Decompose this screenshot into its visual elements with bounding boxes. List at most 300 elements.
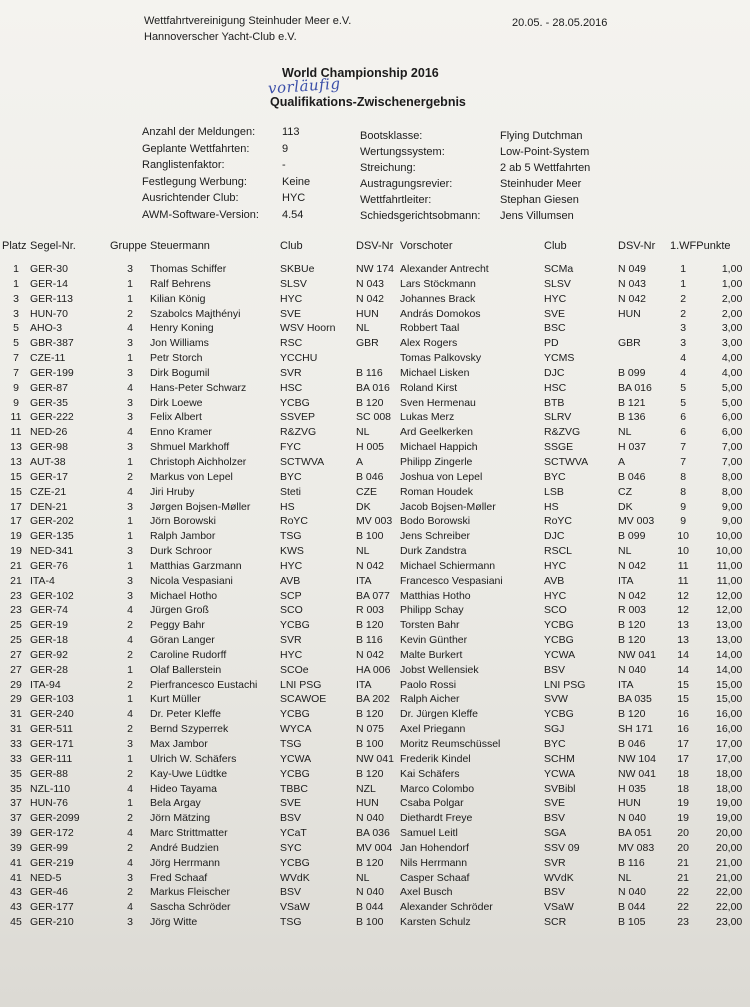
cell-crew: Samuel Leitl: [400, 827, 458, 840]
cell-helmsman: Kilian König: [150, 292, 206, 305]
cell-helm-dsv: N 040: [356, 886, 385, 899]
cell-group: 4: [127, 856, 133, 869]
cell-crew-dsv: DK: [618, 500, 633, 513]
cell-crew: Tomas Palkovsky: [400, 352, 482, 365]
cell-sail-number: GER-99: [30, 841, 68, 854]
cell-helmsman: Durk Schroor: [150, 545, 212, 558]
cell-helm-club: SCO: [280, 604, 303, 617]
cell-crew-club: VSaW: [544, 901, 574, 914]
cell-crew-club: SSV 09: [544, 841, 580, 854]
cell-group: 1: [127, 663, 133, 676]
cell-group: 3: [127, 500, 133, 513]
cell-helmsman: Pierfrancesco Eustachi: [150, 678, 258, 691]
cell-platz: 45: [10, 916, 22, 929]
cell-helm-dsv: N 042: [356, 292, 385, 305]
table-row: [2, 574, 742, 589]
cell-platz: 27: [10, 663, 22, 676]
cell-crew-dsv: [618, 321, 670, 336]
cell-helm-dsv: CZE: [356, 485, 377, 498]
cell-helm-dsv: B 100: [356, 530, 384, 543]
info-value: Keine: [282, 175, 311, 188]
cell-crew-dsv: B 120: [618, 619, 646, 632]
info-label: Geplante Wettfahrten:: [142, 142, 250, 155]
cell-points: 23,00: [716, 916, 743, 929]
cell-sail-number: GER-219: [30, 856, 74, 869]
cell-helmsman: Enno Kramer: [150, 426, 212, 439]
cell-sail-number: GER-76: [30, 559, 68, 572]
cell-helmsman: Jon Williams: [150, 337, 209, 350]
cell-helmsman: Hideo Tayama: [150, 782, 217, 795]
cell-points: 10,00: [716, 530, 743, 543]
cell-platz: 33: [10, 752, 22, 765]
column-header-helm-dsv: DSV-Nr: [356, 240, 394, 252]
table-row: [2, 559, 742, 574]
table-row: [2, 663, 742, 678]
cell-sail-number: CZE-21: [30, 485, 67, 498]
cell-platz: 19: [10, 530, 22, 543]
cell-crew-club: DJC: [544, 530, 565, 543]
cell-helm-dsv: ITA: [356, 574, 372, 587]
cell-points: 18,00: [716, 782, 743, 795]
cell-helmsman: Ralf Behrens: [150, 277, 211, 290]
cell-sail-number: HUN-76: [30, 797, 68, 810]
cell-points: 12,00: [716, 604, 743, 617]
cell-helm-dsv: N 042: [356, 648, 385, 661]
cell-crew-club: RSCL: [544, 545, 573, 558]
cell-group: 3: [127, 366, 133, 379]
cell-helmsman: Jørgen Bojsen-Møller: [150, 500, 251, 513]
cell-group: 2: [127, 307, 133, 320]
cell-sail-number: NED-26: [30, 426, 68, 439]
cell-crew-club: YCBG: [544, 634, 574, 647]
cell-helmsman: Kay-Uwe Lüdtke: [150, 767, 228, 780]
cell-helm-dsv: NL: [356, 426, 370, 439]
cell-helmsman: Markus von Lepel: [150, 470, 233, 483]
cell-race-1: 3: [680, 337, 687, 350]
cell-crew: Sven Hermenau: [400, 396, 476, 409]
cell-crew-dsv: NW 104: [618, 752, 656, 765]
cell-crew: Roland Kirst: [400, 381, 458, 394]
cell-crew-club: YCBG: [544, 619, 574, 632]
cell-platz: 19: [10, 545, 22, 558]
info-value: Jens Villumsen: [500, 210, 574, 222]
info-label: AWM-Software-Version:: [142, 208, 259, 221]
cell-race-1: 10: [677, 530, 689, 543]
cell-platz: 31: [10, 723, 22, 736]
cell-crew-dsv: R 003: [618, 604, 647, 617]
cell-platz: 39: [10, 827, 22, 840]
cell-race-1: 4: [680, 352, 687, 365]
cell-crew-dsv: B 121: [618, 396, 646, 409]
cell-sail-number: NZL-110: [30, 782, 71, 795]
info-value: HYC: [282, 192, 306, 204]
cell-sail-number: GER-87: [30, 381, 68, 394]
cell-crew-dsv: B 044: [618, 901, 646, 914]
cell-helmsman: Hans-Peter Schwarz: [150, 381, 247, 394]
cell-helmsman: Peggy Bahr: [150, 619, 205, 632]
cell-points: 10,00: [716, 545, 743, 558]
cell-platz: 21: [10, 559, 22, 572]
cell-race-1: 19: [677, 797, 689, 810]
cell-platz: 29: [10, 678, 22, 691]
cell-helm-dsv: NW 041: [356, 752, 394, 765]
cell-helm-dsv: B 120: [356, 619, 384, 632]
cell-group: 3: [127, 871, 133, 884]
cell-race-1: 4: [680, 366, 687, 379]
cell-helm-dsv: B 100: [356, 738, 384, 750]
cell-crew: Bodo Borowski: [400, 515, 471, 528]
cell-crew-club: HYC: [544, 292, 567, 305]
cell-crew: Ard Geelkerken: [400, 426, 473, 439]
cell-race-1: 11: [677, 559, 689, 572]
cell-crew: Nils Herrmann: [400, 856, 468, 869]
cell-race-1: 9: [680, 500, 687, 513]
page-subtitle: Qualifikations-Zwischenergebnis: [270, 95, 466, 109]
cell-crew: Ralph Aicher: [400, 693, 460, 706]
cell-crew-dsv: ITA: [618, 678, 634, 691]
cell-helm-club: RSC: [280, 337, 303, 350]
cell-crew-club: HYC: [544, 559, 567, 572]
cell-helmsman: Bernd Szyperrek: [150, 723, 229, 736]
cell-points: 20,00: [716, 827, 743, 840]
table-row: [2, 440, 742, 455]
cell-helmsman: Sascha Schröder: [150, 901, 231, 914]
cell-points: 6,00: [721, 411, 743, 424]
cell-group: 2: [127, 841, 133, 854]
cell-group: 2: [127, 886, 133, 899]
cell-helm-dsv: B 044: [356, 901, 384, 914]
cell-crew-club: SGJ: [544, 723, 565, 736]
cell-crew-dsv: NL: [618, 871, 632, 884]
cell-points: 6,00: [721, 426, 743, 439]
cell-platz: 7: [13, 352, 19, 365]
cell-helm-club: TSG: [280, 738, 302, 750]
cell-helm-club: TSG: [280, 530, 302, 543]
cell-group: 3: [127, 411, 133, 424]
cell-group: 4: [127, 485, 133, 498]
cell-points: 2,00: [721, 292, 743, 305]
cell-crew: Matthias Hotho: [400, 589, 471, 602]
cell-crew-dsv: N 042: [618, 589, 647, 602]
cell-sail-number: AUT-38: [30, 455, 66, 468]
cell-platz: 39: [10, 841, 22, 854]
cell-points: 3,00: [721, 322, 743, 335]
cell-crew: Joshua von Lepel: [400, 470, 483, 483]
cell-helm-dsv: N 043: [356, 277, 385, 290]
cell-crew: Paolo Rossi: [400, 678, 457, 691]
cell-crew-dsv: HUN: [618, 797, 641, 810]
cell-helm-dsv: BA 202: [356, 693, 390, 706]
cell-group: 1: [127, 530, 133, 543]
cell-helm-dsv: BA 016: [356, 381, 390, 394]
table-row: [2, 915, 742, 930]
cell-helm-dsv: NZL: [356, 782, 376, 795]
cell-helm-dsv: GBR: [356, 337, 379, 350]
cell-helmsman: Matthias Garzmann: [150, 559, 242, 572]
cell-crew: Kevin Günther: [400, 634, 468, 647]
table-row: [2, 618, 742, 633]
cell-helmsman: Christoph Aichholzer: [150, 455, 247, 468]
cell-race-1: 22: [677, 886, 689, 899]
cell-helm-dsv: B 120: [356, 708, 384, 721]
cell-points: 8,00: [721, 470, 743, 483]
cell-group: 1: [127, 752, 133, 765]
cell-helmsman: André Budzien: [150, 841, 219, 854]
table-row: [2, 900, 742, 915]
cell-helm-club: R&ZVG: [280, 426, 317, 439]
cell-platz: 37: [10, 797, 22, 810]
cell-crew-dsv: B 120: [618, 708, 646, 721]
table-row: [2, 470, 742, 485]
cell-helm-club: SVE: [280, 307, 302, 320]
table-row: [2, 856, 742, 871]
cell-crew-dsv: NL: [618, 545, 632, 558]
info-label: Schiedsgerichtsobmann:: [360, 210, 481, 222]
cell-group: 3: [127, 441, 133, 454]
cell-group: 3: [127, 396, 133, 409]
cell-points: 1,00: [721, 277, 743, 290]
cell-group: 4: [127, 708, 133, 721]
cell-crew-club: SVR: [544, 856, 566, 869]
cell-helm-club: KWS: [280, 545, 304, 558]
cell-helm-dsv: B 116: [356, 634, 383, 647]
table-row: [2, 782, 742, 797]
cell-crew-dsv: N 043: [618, 277, 647, 290]
cell-race-1: 2: [680, 307, 687, 320]
cell-platz: 15: [10, 470, 22, 483]
cell-crew: Kai Schäfers: [400, 767, 460, 780]
cell-crew-club: BSV: [544, 812, 566, 825]
cell-helm-dsv: B 100: [356, 916, 384, 929]
cell-crew-club: SVBibl: [544, 782, 576, 795]
cell-points: 21,00: [716, 871, 743, 884]
cell-group: 2: [127, 470, 133, 483]
cell-platz: 43: [10, 886, 22, 899]
table-row: [2, 589, 742, 604]
cell-crew: Durk Zandstra: [400, 545, 467, 558]
cell-helmsman: Michael Hotho: [150, 589, 218, 602]
info-label: Ausrichtender Club:: [142, 192, 239, 204]
cell-race-1: 23: [677, 916, 689, 929]
cell-platz: 23: [10, 589, 22, 602]
table-row: [2, 514, 742, 529]
info-value: 4.54: [282, 208, 304, 221]
cell-sail-number: GER-28: [30, 663, 68, 676]
cell-helm-dsv: HUN: [356, 797, 379, 810]
cell-sail-number: GER-172: [30, 827, 74, 840]
cell-helm-club: BSV: [280, 886, 302, 899]
cell-sail-number: NED-341: [30, 545, 74, 558]
cell-race-1: 20: [677, 827, 689, 840]
cell-crew: Philipp Schay: [400, 604, 464, 617]
cell-sail-number: GER-98: [30, 441, 68, 454]
cell-crew-club: SLRV: [544, 411, 572, 424]
cell-platz: 21: [10, 574, 22, 587]
cell-platz: 1: [13, 277, 19, 290]
cell-points: 21,00: [716, 856, 743, 869]
cell-points: 17,00: [716, 738, 743, 750]
cell-helm-club: SYC: [280, 841, 302, 854]
cell-helm-dsv: NL: [356, 871, 370, 884]
cell-helmsman: Olaf Ballerstein: [150, 663, 222, 676]
cell-helm-dsv: BA 077: [356, 589, 390, 602]
cell-helm-dsv: NW 174: [356, 263, 394, 275]
cell-crew: Roman Houdek: [400, 485, 473, 498]
cell-crew-dsv: SH 171: [618, 723, 654, 736]
cell-crew-dsv: H 035: [618, 782, 647, 795]
cell-group: 3: [127, 916, 133, 929]
cell-group: 1: [127, 559, 133, 572]
cell-platz: 33: [10, 738, 22, 750]
cell-helm-dsv: MV 004: [356, 841, 393, 854]
table-row: [2, 678, 742, 693]
cell-race-1: 11: [677, 574, 689, 587]
table-row: [2, 752, 742, 767]
cell-race-1: 21: [677, 871, 689, 884]
cell-race-1: 5: [680, 396, 687, 409]
cell-helmsman: Ralph Jambor: [150, 530, 216, 543]
cell-race-1: 21: [677, 856, 689, 869]
results-table: [2, 240, 742, 930]
cell-crew-club: HS: [544, 500, 559, 513]
cell-helm-dsv: BA 036: [356, 827, 390, 840]
cell-points: 18,00: [716, 767, 743, 780]
cell-platz: 35: [10, 767, 22, 780]
cell-sail-number: GER-202: [30, 515, 74, 528]
cell-helm-dsv: HUN: [356, 307, 379, 320]
cell-group: 1: [127, 292, 133, 305]
cell-points: 16,00: [716, 723, 743, 736]
table-row: [2, 262, 742, 277]
cell-helmsman: Jiri Hruby: [150, 485, 195, 498]
cell-crew: Jacob Bojsen-Møller: [400, 500, 496, 513]
cell-points: 17,00: [716, 752, 743, 765]
cell-helmsman: Max Jambor: [150, 738, 208, 750]
cell-crew: Alexander Antrecht: [400, 263, 489, 275]
cell-group: 2: [127, 678, 133, 691]
cell-race-1: 6: [680, 426, 687, 439]
cell-helm-dsv: B 120: [356, 856, 384, 869]
cell-crew: Jan Hohendorf: [400, 841, 469, 854]
cell-crew-club: HSC: [544, 381, 567, 394]
cell-sail-number: GER-19: [30, 619, 68, 632]
table-row: [2, 485, 742, 500]
cell-crew-club: SCO: [544, 604, 567, 617]
organizer-line-1: Wettfahrtvereinigung Steinhuder Meer e.V.: [144, 15, 352, 27]
cell-crew-club: SLSV: [544, 277, 571, 290]
table-row: [2, 500, 742, 515]
info-value: -: [282, 159, 286, 171]
cell-platz: 41: [10, 856, 22, 869]
cell-crew-club: WVdK: [544, 871, 574, 884]
cell-crew-dsv: N 042: [618, 559, 647, 572]
cell-helm-dsv: SC 008: [356, 411, 392, 424]
cell-platz: 9: [13, 381, 19, 394]
cell-platz: 11: [10, 426, 22, 439]
cell-group: 1: [127, 515, 133, 528]
cell-helmsman: Kurt Müller: [150, 693, 201, 706]
cell-crew: Moritz Reumschüssel: [400, 738, 501, 750]
table-row: [2, 307, 742, 322]
cell-crew-club: YCBG: [544, 708, 574, 721]
table-row: [2, 722, 742, 737]
info-label: Festlegung Werbung:: [142, 175, 247, 188]
cell-race-1: 3: [680, 322, 687, 335]
cell-points: 15,00: [716, 678, 743, 691]
cell-crew: Michael Schiermann: [400, 559, 496, 572]
cell-helmsman: Jörn Borowski: [150, 515, 216, 528]
cell-group: 1: [127, 693, 133, 706]
cell-platz: 35: [10, 782, 22, 795]
cell-helm-club: SVE: [280, 797, 302, 810]
cell-helm-club: YCBG: [280, 856, 310, 869]
cell-platz: 5: [13, 322, 19, 335]
cell-race-1: 16: [677, 723, 689, 736]
cell-points: 9,00: [721, 500, 743, 513]
table-row: [2, 603, 742, 618]
cell-crew-dsv: MV 083: [618, 841, 655, 854]
cell-points: 11,00: [716, 574, 743, 587]
cell-sail-number: HUN-70: [30, 307, 68, 320]
cell-helm-dsv: N 042: [356, 559, 385, 572]
table-row: [2, 826, 742, 841]
cell-group: 3: [127, 545, 133, 558]
table-header-row: [2, 240, 742, 262]
cell-race-1: 1: [680, 263, 687, 275]
cell-race-1: 17: [677, 738, 689, 750]
table-row: [2, 796, 742, 811]
table-row: [2, 277, 742, 292]
cell-group: 3: [127, 589, 133, 602]
column-header-crew-club: Club: [544, 240, 567, 252]
table-row: [2, 692, 742, 707]
cell-group: 4: [127, 426, 133, 439]
cell-points: 4,00: [721, 366, 743, 379]
cell-helm-dsv: MV 003: [356, 515, 393, 528]
cell-sail-number: GER-14: [30, 277, 68, 290]
cell-points: 19,00: [716, 797, 743, 810]
info-value: 113: [282, 126, 300, 138]
cell-crew-dsv: N 040: [618, 886, 647, 899]
cell-helm-club: SVR: [280, 634, 302, 647]
cell-race-1: 6: [680, 411, 687, 424]
cell-sail-number: ITA-4: [30, 574, 55, 587]
cell-crew: Casper Schaaf: [400, 871, 470, 884]
cell-group: 1: [127, 352, 133, 365]
cell-points: 14,00: [716, 663, 743, 676]
table-row: [2, 707, 742, 722]
cell-points: 9,00: [721, 515, 743, 528]
cell-crew-dsv: BA 035: [618, 693, 652, 706]
cell-crew-dsv: [618, 351, 670, 366]
cell-crew: Malte Burkert: [400, 648, 463, 661]
cell-crew: Jobst Wellensiek: [400, 663, 479, 676]
cell-sail-number: GER-113: [30, 292, 73, 305]
cell-sail-number: GER-30: [30, 263, 68, 275]
cell-helm-club: HS: [280, 500, 295, 513]
cell-points: 20,00: [716, 841, 743, 854]
cell-helm-club: SVR: [280, 366, 302, 379]
cell-helm-dsv: N 075: [356, 723, 385, 736]
cell-helm-club: BSV: [280, 812, 302, 825]
cell-helm-club: HYC: [280, 292, 303, 305]
cell-helm-dsv: HA 006: [356, 663, 391, 676]
cell-crew: Frederik Kindel: [400, 752, 471, 765]
cell-points: 11,00: [716, 559, 743, 572]
cell-helm-club: BYC: [280, 470, 302, 483]
cell-helm-club: Steti: [280, 485, 302, 498]
cell-race-1: 13: [677, 619, 689, 632]
